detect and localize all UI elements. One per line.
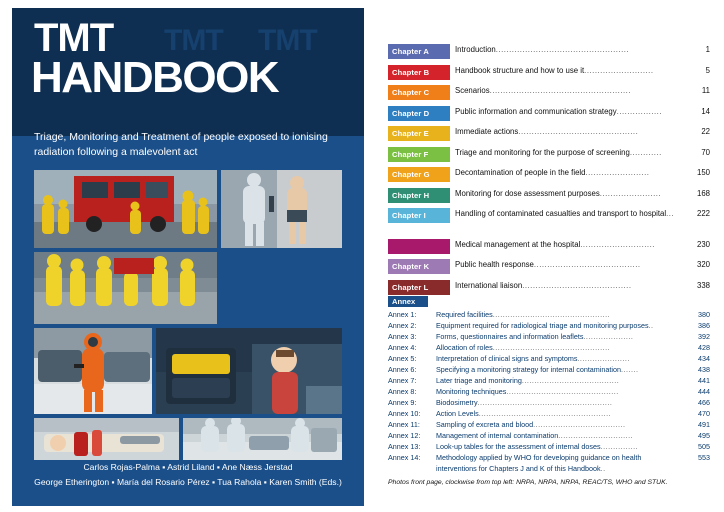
annex-section-header: Annex [388, 296, 428, 307]
annex-page-number: 434 [698, 354, 710, 363]
toc-annex-row[interactable] [388, 321, 710, 332]
annex-list [388, 310, 710, 475]
toc-annex-row[interactable] [388, 376, 710, 387]
toc-chapter-row[interactable] [388, 208, 710, 235]
leader-dots: ............ [629, 147, 662, 157]
annex-title-text: Later triage and monitoring [436, 376, 522, 385]
leader-dots: ............................ [580, 239, 655, 249]
leader-dots: .............................. [558, 431, 634, 440]
chapter-title-text: Medical management at the hospital [455, 239, 581, 249]
annex-title[interactable] [436, 442, 684, 453]
annex-title-text: Biodosimetry [436, 398, 478, 407]
annex-label: Annex 14: [388, 453, 421, 462]
leader-dots: ....................................... [521, 376, 620, 385]
cover-ghost-text-2: TMT [258, 24, 317, 57]
chapter-chip[interactable]: Chapter I [388, 208, 450, 223]
photo-blood-sampling [34, 418, 179, 460]
chapter-page-number: 320 [696, 260, 710, 269]
leader-dots: ..................................................... [489, 86, 631, 95]
annex-title-text: Action Levels [436, 409, 479, 418]
leader-dots: ...................................................... [477, 398, 613, 407]
leader-dots: ............................................. [506, 387, 619, 396]
table-of-contents [388, 44, 710, 300]
toc-chapter-row[interactable] [388, 239, 710, 256]
chapter-chip[interactable]: Chapter B [388, 65, 450, 80]
annex-label: Annex 3: [388, 332, 417, 341]
chapter-page-number: 338 [696, 280, 710, 290]
annex-page-number: 392 [698, 332, 710, 341]
photo-child-monitoring [156, 328, 342, 414]
cover-subtitle: Triage, Monitoring and Treatment of people exposed to ionising radiation following a malevolent act [34, 131, 328, 159]
chapter-page-number: 222 [696, 209, 710, 218]
chapter-title-text: International liaison [455, 280, 523, 290]
annex-page-number: 495 [698, 431, 710, 440]
photo-credit-note: Photos front page, clockwise from top left: NRPA, NRPA, NRPA, REAC/TS, WHO and STUK. [388, 479, 668, 486]
leader-dots: ..................................................... [478, 409, 612, 418]
chapter-title-text: Decontamination of people in the field [455, 168, 586, 177]
annex-page-number: 441 [698, 376, 710, 385]
leader-dots: ............................................... [492, 310, 611, 319]
toc-annex-row[interactable] [388, 365, 710, 376]
chapter-chip[interactable]: Chapter L [388, 280, 450, 295]
toc-annex-row[interactable] [388, 442, 710, 453]
annex-title-text: Look-up tables for the assessment of internal doses [436, 442, 601, 451]
annex-title[interactable] [436, 310, 684, 321]
chapter-title[interactable] [450, 208, 684, 220]
chapter-title-text: Immediate actions [455, 127, 519, 136]
annex-title[interactable] [436, 332, 684, 343]
annex-label: Annex 1: [388, 310, 417, 319]
annex-page-number: 438 [698, 365, 710, 374]
cover-ghost-text-1: TMT [164, 24, 223, 57]
chapter-title-text: Monitoring for dose assessment purposes [455, 188, 600, 198]
chapter-page-number: 168 [696, 188, 710, 198]
leader-dots: ............... [600, 442, 639, 451]
toc-chapter-row[interactable] [388, 167, 710, 184]
cover-title-banner [12, 8, 364, 136]
annex-title-text: Monitoring techniques [436, 387, 507, 396]
annex-label: Annex 12: [388, 431, 421, 440]
toc-annex-row[interactable] [388, 387, 710, 398]
annex-label: Annex 13: [388, 442, 421, 451]
chapter-title[interactable] [450, 44, 684, 56]
chapter-page-number: 11 [701, 86, 710, 95]
chapter-title[interactable] [450, 106, 684, 118]
leader-dots: ..................................... [533, 420, 626, 429]
photo-hospital-treatment [183, 418, 342, 460]
annex-page-number: 380 [698, 310, 710, 319]
chapter-title[interactable] [450, 65, 684, 77]
toc-annex-row[interactable] [388, 431, 710, 442]
annex-title[interactable] [436, 409, 684, 420]
annex-page-number: 505 [698, 442, 710, 451]
chapter-title-text: Scenarios [455, 86, 490, 95]
annex-title-text: Required facilities [436, 310, 493, 319]
annex-title[interactable] [436, 453, 684, 475]
chapter-title-text: Triage and monitoring for the purpose of screening [455, 147, 630, 157]
chapter-page-number: 70 [701, 147, 710, 157]
leader-dots: .................... [583, 332, 634, 341]
annex-title-text: Sampling of excreta and blood [436, 420, 534, 429]
annex-label: Annex 6: [388, 365, 417, 374]
chapter-page-number: 14 [701, 106, 710, 116]
chapter-title[interactable] [450, 126, 684, 138]
annex-page-number: 470 [698, 409, 710, 418]
chapter-title-text: Handbook structure and how to use it [455, 65, 585, 75]
annex-list-block [388, 296, 710, 475]
leader-dots: ............................................. [518, 127, 639, 136]
leader-dots: ......................................... [522, 280, 632, 290]
toc-annex-row[interactable] [388, 453, 710, 475]
toc-annex-row[interactable] [388, 310, 710, 321]
annex-page-number: 491 [698, 420, 710, 429]
annex-title[interactable] [436, 387, 684, 398]
annex-title-text: Interpretation of clinical signs and symptoms [436, 354, 578, 363]
chapter-list [388, 44, 710, 297]
photo-decontamination-team [34, 252, 217, 324]
annex-page-number: 428 [698, 343, 710, 352]
annex-title[interactable] [436, 354, 684, 365]
toc-annex-row[interactable] [388, 409, 710, 420]
chapter-page-number: 22 [701, 127, 710, 136]
annex-title[interactable] [436, 420, 684, 431]
chapter-title-text: Introduction [455, 45, 496, 54]
chapter-page-number: 5 [705, 65, 710, 75]
annex-title-text: Allocation of roles [436, 343, 493, 352]
toc-chapter-row[interactable] [388, 188, 710, 205]
leader-dots: .......................... [584, 65, 654, 75]
leader-dots: .. [648, 321, 654, 330]
annex-title[interactable] [436, 398, 684, 409]
toc-chapter-row[interactable] [388, 106, 710, 123]
chapter-title-text: Handling of contaminated casualties and transport to hospital [455, 209, 667, 218]
chapter-title[interactable] [450, 85, 684, 97]
chapter-chip[interactable]: Chapter G [388, 167, 450, 182]
toc-annex-row[interactable] [388, 420, 710, 431]
chapter-title[interactable] [450, 239, 684, 251]
annex-title-text: Specifying a monitoring strategy for internal contamination [436, 365, 621, 374]
annex-page-number: 553 [698, 453, 710, 462]
editor-credits [12, 460, 364, 489]
chapter-chip[interactable] [388, 239, 450, 254]
annex-title[interactable] [436, 376, 684, 387]
cover-title-tmt: TMT [34, 16, 114, 60]
chapter-chip[interactable]: Chapter E [388, 126, 450, 141]
toc-annex-row[interactable] [388, 398, 710, 409]
annex-title-text: Equipment required for radiological triage and monitoring purposes [436, 321, 649, 330]
toc-annex-row[interactable] [388, 354, 710, 365]
toc-annex-row[interactable] [388, 332, 710, 343]
toc-chapter-row[interactable] [388, 85, 710, 102]
chapter-page-number: 150 [696, 168, 710, 177]
annex-label: Annex 2: [388, 321, 417, 330]
editor-credits-line-1: Carlos Rojas-Palma ▪ Astrid Liland ▪ Ane Næss Jerstad [83, 462, 293, 472]
annex-title-text: Management of internal contamination [436, 431, 559, 440]
toc-chapter-row[interactable] [388, 280, 710, 297]
toc-chapter-row[interactable] [388, 65, 710, 82]
leader-dots: ................. [616, 106, 662, 116]
chapter-chip[interactable]: Chapter D [388, 106, 450, 121]
annex-title-text: Methodology applied by WHO for developing guidance on health interventions for Chapters J and K of this Handbook [436, 453, 642, 473]
chapter-chip[interactable]: Chapter K [388, 259, 450, 274]
annex-title-text: Forms, questionnaires and information leaflets [436, 332, 584, 341]
book-cover [12, 8, 364, 506]
photo-bus-rescue [34, 170, 217, 248]
annex-title[interactable] [436, 343, 684, 354]
photo-patient-screening [221, 170, 342, 248]
annex-label: Annex 10: [388, 409, 421, 418]
annex-page-number: 444 [698, 387, 710, 396]
leader-dots: ....................... [599, 188, 662, 198]
annex-label: Annex 8: [388, 387, 417, 396]
leader-dots: ........................ [585, 168, 650, 177]
leader-dots: ........................................ [533, 260, 641, 269]
leader-dots: .. [600, 463, 606, 473]
chapter-page-number: 1 [705, 45, 710, 54]
annex-title[interactable] [436, 431, 684, 442]
cover-title-handbook: HANDBOOK [31, 53, 279, 102]
chapter-title[interactable] [450, 167, 684, 179]
leader-dots: ... [666, 209, 675, 218]
chapter-title[interactable] [450, 188, 684, 200]
annex-page-number: 466 [698, 398, 710, 407]
annex-label: Annex 9: [388, 398, 417, 407]
leader-dots: .................................................. [495, 45, 630, 54]
leader-dots: ..................... [577, 354, 630, 363]
annex-label: Annex 4: [388, 343, 417, 352]
annex-label: Annex 7: [388, 376, 417, 385]
annex-label: Annex 5: [388, 354, 417, 363]
cover-photo-grid [34, 170, 342, 460]
chapter-page-number: 230 [696, 239, 710, 249]
chapter-title-text: Public health response [455, 260, 534, 269]
chapter-title[interactable] [450, 259, 684, 271]
chapter-chip[interactable]: Chapter F [388, 147, 450, 162]
chapter-chip[interactable]: Chapter H [388, 188, 450, 203]
annex-page-number: 386 [698, 321, 710, 330]
leader-dots: ....... [620, 365, 639, 374]
annex-title[interactable] [436, 365, 684, 376]
toc-annex-row[interactable] [388, 343, 710, 354]
photo-orange-suit-vehicle [34, 328, 152, 414]
chapter-title[interactable] [450, 280, 684, 292]
annex-label: Annex 11: [388, 420, 420, 429]
annex-title[interactable] [436, 321, 684, 332]
leader-dots: ............................................... [492, 343, 611, 352]
chapter-chip[interactable]: Chapter C [388, 85, 450, 100]
toc-chapter-row[interactable] [388, 147, 710, 164]
toc-chapter-row[interactable] [388, 44, 710, 61]
editor-credits-line-2: George Etherington ▪ María del Rosario Pérez ▪ Tua Rahola ▪ Karen Smith (Eds.) [34, 476, 342, 487]
toc-chapter-row[interactable] [388, 259, 710, 276]
chapter-title[interactable] [450, 147, 684, 159]
chapter-chip[interactable]: Chapter A [388, 44, 450, 59]
chapter-title-text: Public information and communication strategy [455, 106, 617, 116]
toc-chapter-row[interactable] [388, 126, 710, 143]
